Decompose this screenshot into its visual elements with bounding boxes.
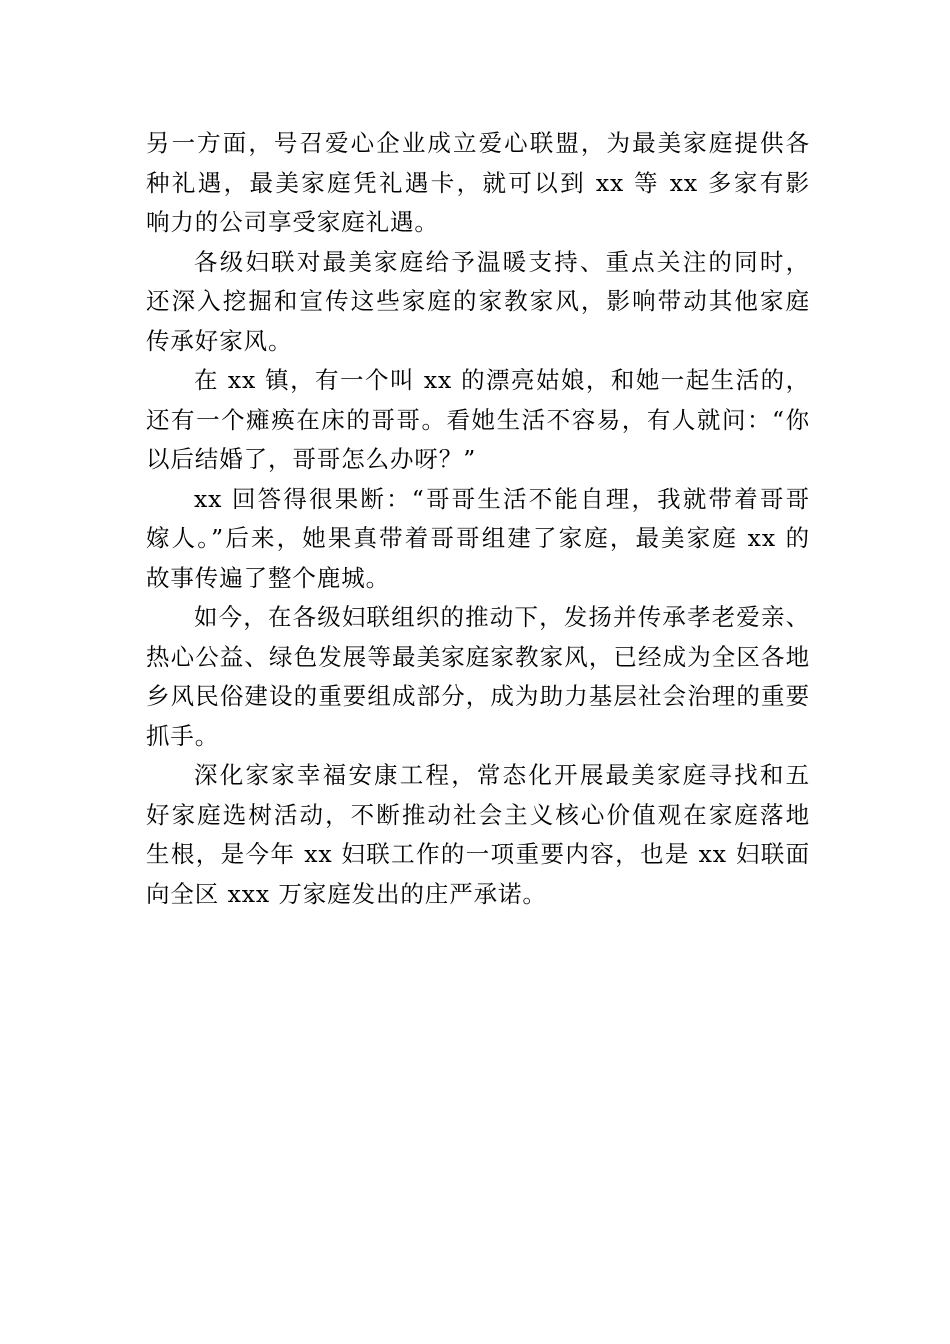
text-line: 热心公益、绿色发展等最美家庭家教家风，已经成为全区各地 (146, 642, 810, 671)
text-line: 以后结婚了，哥哥怎么办呀？” (146, 445, 477, 473)
text-line: 抓手。 (146, 721, 220, 750)
text-line: 乡风民俗建设的重要组成部分，成为助力基层社会治理的重要 (146, 682, 810, 710)
paragraph-2 (146, 243, 810, 362)
paragraph-6 (146, 756, 810, 914)
paragraph-1 (146, 124, 810, 243)
text-line: 响力的公司享受家庭礼遇。 (146, 208, 439, 236)
document-body (146, 124, 810, 914)
text-line: 传承好家风。 (146, 326, 293, 355)
paragraph-4 (146, 480, 810, 599)
text-line: 还深入挖掘和宣传这些家庭的家教家风，影响带动其他家庭 (146, 287, 810, 315)
paragraph-5 (146, 598, 810, 756)
text-line: 种礼遇，最美家庭凭礼遇卡，就可以到 xx 等 xx 多家有影 (146, 168, 810, 197)
paragraph-3 (146, 361, 810, 480)
text-line: 生根，是今年 xx 妇联工作的一项重要内容，也是 xx 妇联面 (146, 840, 810, 868)
text-line: 如今，在各级妇联组织的推动下，发扬并传承孝老爱亲、 (194, 603, 810, 631)
text-line: 深化家家幸福安康工程，常态化开展最美家庭寻找和五 (194, 761, 810, 789)
text-line: 故事传遍了整个鹿城。 (146, 563, 390, 592)
text-line: 好家庭选树活动，不断推动社会主义核心价值观在家庭落地 (146, 800, 810, 829)
text-line: 在 xx 镇，有一个叫 xx 的漂亮姑娘，和她一起生活的， (194, 366, 810, 394)
text-line: 向全区 xxx 万家庭发出的庄严承诺。 (146, 879, 547, 908)
text-line: 嫁人。”后来，她果真带着哥哥组建了家庭，最美家庭 xx 的 (146, 524, 810, 552)
text-line: xx 回答得很果断：“哥哥生活不能自理，我就带着哥哥 (194, 484, 810, 513)
text-line: 另一方面，号召爱心企业成立爱心联盟，为最美家庭提供各 (146, 129, 810, 157)
text-line: 各级妇联对最美家庭给予温暖支持、重点关注的同时， (194, 247, 810, 276)
text-line: 还有一个瘫痪在床的哥哥。看她生活不容易，有人就问：“你 (146, 405, 810, 434)
